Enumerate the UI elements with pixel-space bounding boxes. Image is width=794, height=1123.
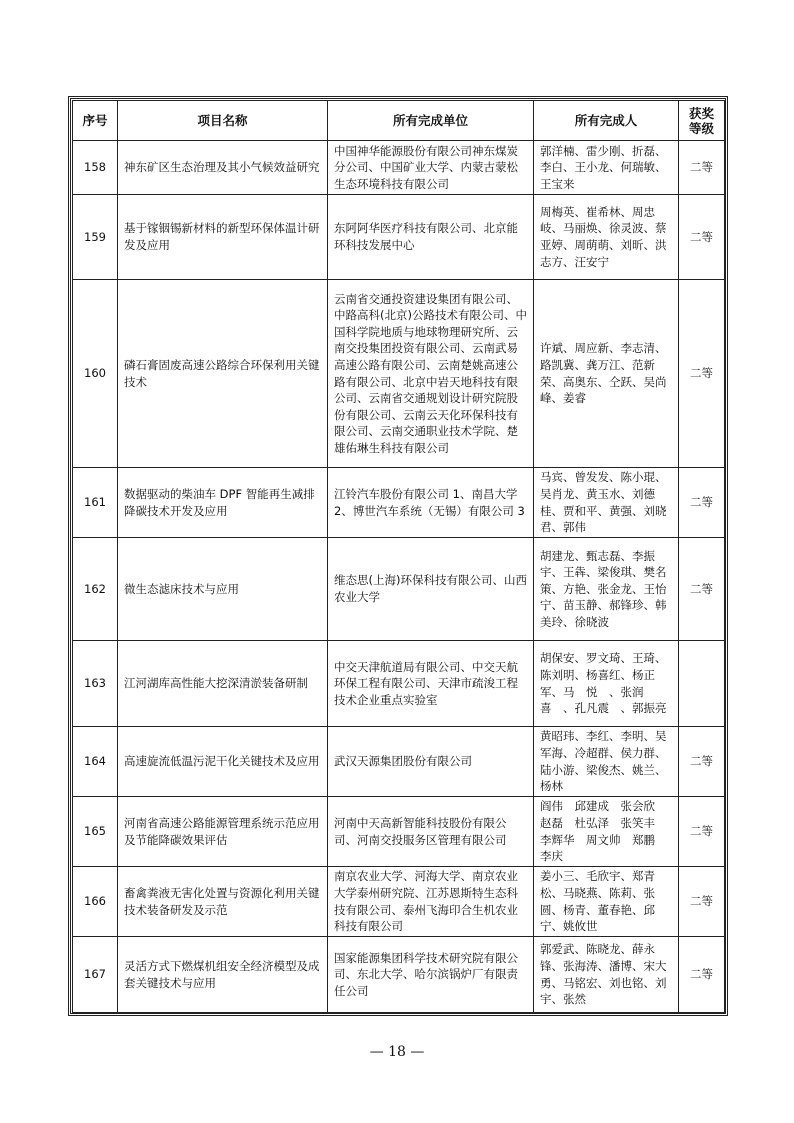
- cell-people: 胡建龙、甄志磊、李振宇、王犇、梁俊琪、樊名策、方艳、张金龙、王怡宁、苗玉静、郝锋珍、韩美玲、徐晓波: [534, 538, 679, 641]
- cell-units: 河南中天高新智能科技股份有限公司、河南交投服务区管理有限公司: [328, 797, 534, 867]
- cell-units: 中国神华能源股份有限公司神东煤炭分公司、中国矿业大学、内蒙古蒙松生态环境科技有限公司: [328, 141, 534, 195]
- cell-units: 东阿阿华医疗科技有限公司、北京能环科技发展中心: [328, 195, 534, 280]
- cell-award: 二等: [679, 195, 725, 280]
- cell-name: 高速旋流低温污泥干化关键技术及应用: [118, 727, 328, 797]
- cell-award: 二等: [679, 797, 725, 867]
- header-award: 获奖等级: [679, 101, 725, 141]
- cell-award: [679, 641, 725, 727]
- cell-units: 武汉天源集团股份有限公司: [328, 727, 534, 797]
- cell-units: 南京农业大学、河海大学、南京农业大学泰州研究院、江苏恩斯特生态科技有限公司、泰州飞海印合生机农业科技有限公司: [328, 867, 534, 937]
- cell-units: 国家能源集团科学技术研究院有限公司、东北大学、哈尔滨锅炉厂有限责任公司: [328, 937, 534, 1013]
- table-row: [73, 280, 725, 468]
- table-row: [73, 867, 725, 937]
- cell-people: 周梅英、崔希林、周忠岐、马丽焕、徐灵波、蔡亚婷、周萌萌、刘昕、洪志方、汪安宁: [534, 195, 679, 280]
- cell-units: 中交天津航道局有限公司、中交天航环保工程有限公司、天津市疏浚工程技术企业重点实验室: [328, 641, 534, 727]
- cell-award: 二等: [679, 468, 725, 538]
- cell-name: 磷石膏固废高速公路综合环保利用关键技术: [118, 280, 328, 468]
- cell-name: 神东矿区生态治理及其小气候效益研究: [118, 141, 328, 195]
- table-row: [73, 468, 725, 538]
- table-row: [73, 538, 725, 641]
- header-people: 所有完成人: [534, 101, 679, 141]
- cell-people: 姜小三、毛欣宇、郑青松、马晓燕、陈莉、张圆、杨青、董春艳、邱宁、姚攸世: [534, 867, 679, 937]
- header-no: 序号: [73, 101, 118, 141]
- cell-award: 二等: [679, 538, 725, 641]
- header-row: [73, 101, 725, 141]
- cell-name: 数据驱动的柴油车 DPF 智能再生减排降碳技术开发及应用: [118, 468, 328, 538]
- cell-no: 163: [73, 641, 118, 727]
- cell-no: 167: [73, 937, 118, 1013]
- table-row: [73, 727, 725, 797]
- cell-people: 马宾、曾发发、陈小琨、吴肖龙、黄玉水、刘德桂、贾和平、黄强、刘晓君、郭伟: [534, 468, 679, 538]
- cell-no: 161: [73, 468, 118, 538]
- cell-people: 胡保安、罗文琦、王琦、陈刘明、杨喜红、杨正军、马 悦 、张润喜 、孔凡震 、郭振亮: [534, 641, 679, 727]
- cell-units: 江铃汽车股份有限公司 1、南昌大学 2、博世汽车系统（无锡）有限公司 3: [328, 468, 534, 538]
- cell-no: 159: [73, 195, 118, 280]
- cell-award: 二等: [679, 867, 725, 937]
- cell-units: 维态思(上海)环保科技有限公司、山西农业大学: [328, 538, 534, 641]
- table-row: [73, 937, 725, 1013]
- cell-no: 166: [73, 867, 118, 937]
- table-row: [73, 797, 725, 867]
- cell-award: 二等: [679, 280, 725, 468]
- cell-no: 160: [73, 280, 118, 468]
- cell-name: 基于镓铟锡新材料的新型环保体温计研发及应用: [118, 195, 328, 280]
- cell-award: 二等: [679, 937, 725, 1013]
- cell-no: 164: [73, 727, 118, 797]
- cell-name: 微生态滤床技术与应用: [118, 538, 328, 641]
- cell-people: 阎伟 邱建成 张会欣 赵磊 杜弘泽 张笑丰 李辉华 周文帅 郑鹏 李庆: [534, 797, 679, 867]
- cell-people: 黄昭玮、李红、李明、吴军海、冷超群、侯力群、陆小游、梁俊杰、姚兰、杨林: [534, 727, 679, 797]
- table-row: [73, 141, 725, 195]
- cell-people: 许斌、周应新、李志清、路凯冀、龚万江、范新荣、高奥东、仝跃、吴尚峰、姜睿: [534, 280, 679, 468]
- cell-name: 畜禽粪液无害化处置与资源化利用关键技术装备研发及示范: [118, 867, 328, 937]
- cell-award: 二等: [679, 727, 725, 797]
- cell-people: 郭爱武、陈晓龙、薛永锋、张海涛、潘博、宋大勇、马铭宏、刘也铭、刘宇、张然: [534, 937, 679, 1013]
- cell-units: 云南省交通投资建设集团有限公司、中路高科(北京)公路技术有限公司、中国科学院地质与地球物理研究所、云南交投集团投资有限公司、云南武易高速公路有限公司、云南楚姚高速公路有限公司、北京中岩天地科技有限公司、云南省交通规划设计研究院股份有限公司、云南云天化环保科技有限公司、云南交通职业技术学院、楚雄佑琳生科技有限公司: [328, 280, 534, 468]
- cell-no: 165: [73, 797, 118, 867]
- page-number: — 18 —: [369, 1044, 425, 1060]
- awards-table: [72, 100, 725, 1013]
- cell-name: 灵活方式下燃煤机组安全经济模型及成套关键技术与应用: [118, 937, 328, 1013]
- header-units: 所有完成单位: [328, 101, 534, 141]
- table-row: [73, 195, 725, 280]
- cell-no: 158: [73, 141, 118, 195]
- cell-name: 江河湖库高性能大挖深清淤装备研制: [118, 641, 328, 727]
- cell-no: 162: [73, 538, 118, 641]
- cell-people: 郭洋楠、雷少刚、折磊、李白、王小龙、何瑞敏、王宝来: [534, 141, 679, 195]
- table-row: [73, 641, 725, 727]
- cell-name: 河南省高速公路能源管理系统示范应用及节能降碳效果评估: [118, 797, 328, 867]
- header-name: 项目名称: [118, 101, 328, 141]
- cell-award: 二等: [679, 141, 725, 195]
